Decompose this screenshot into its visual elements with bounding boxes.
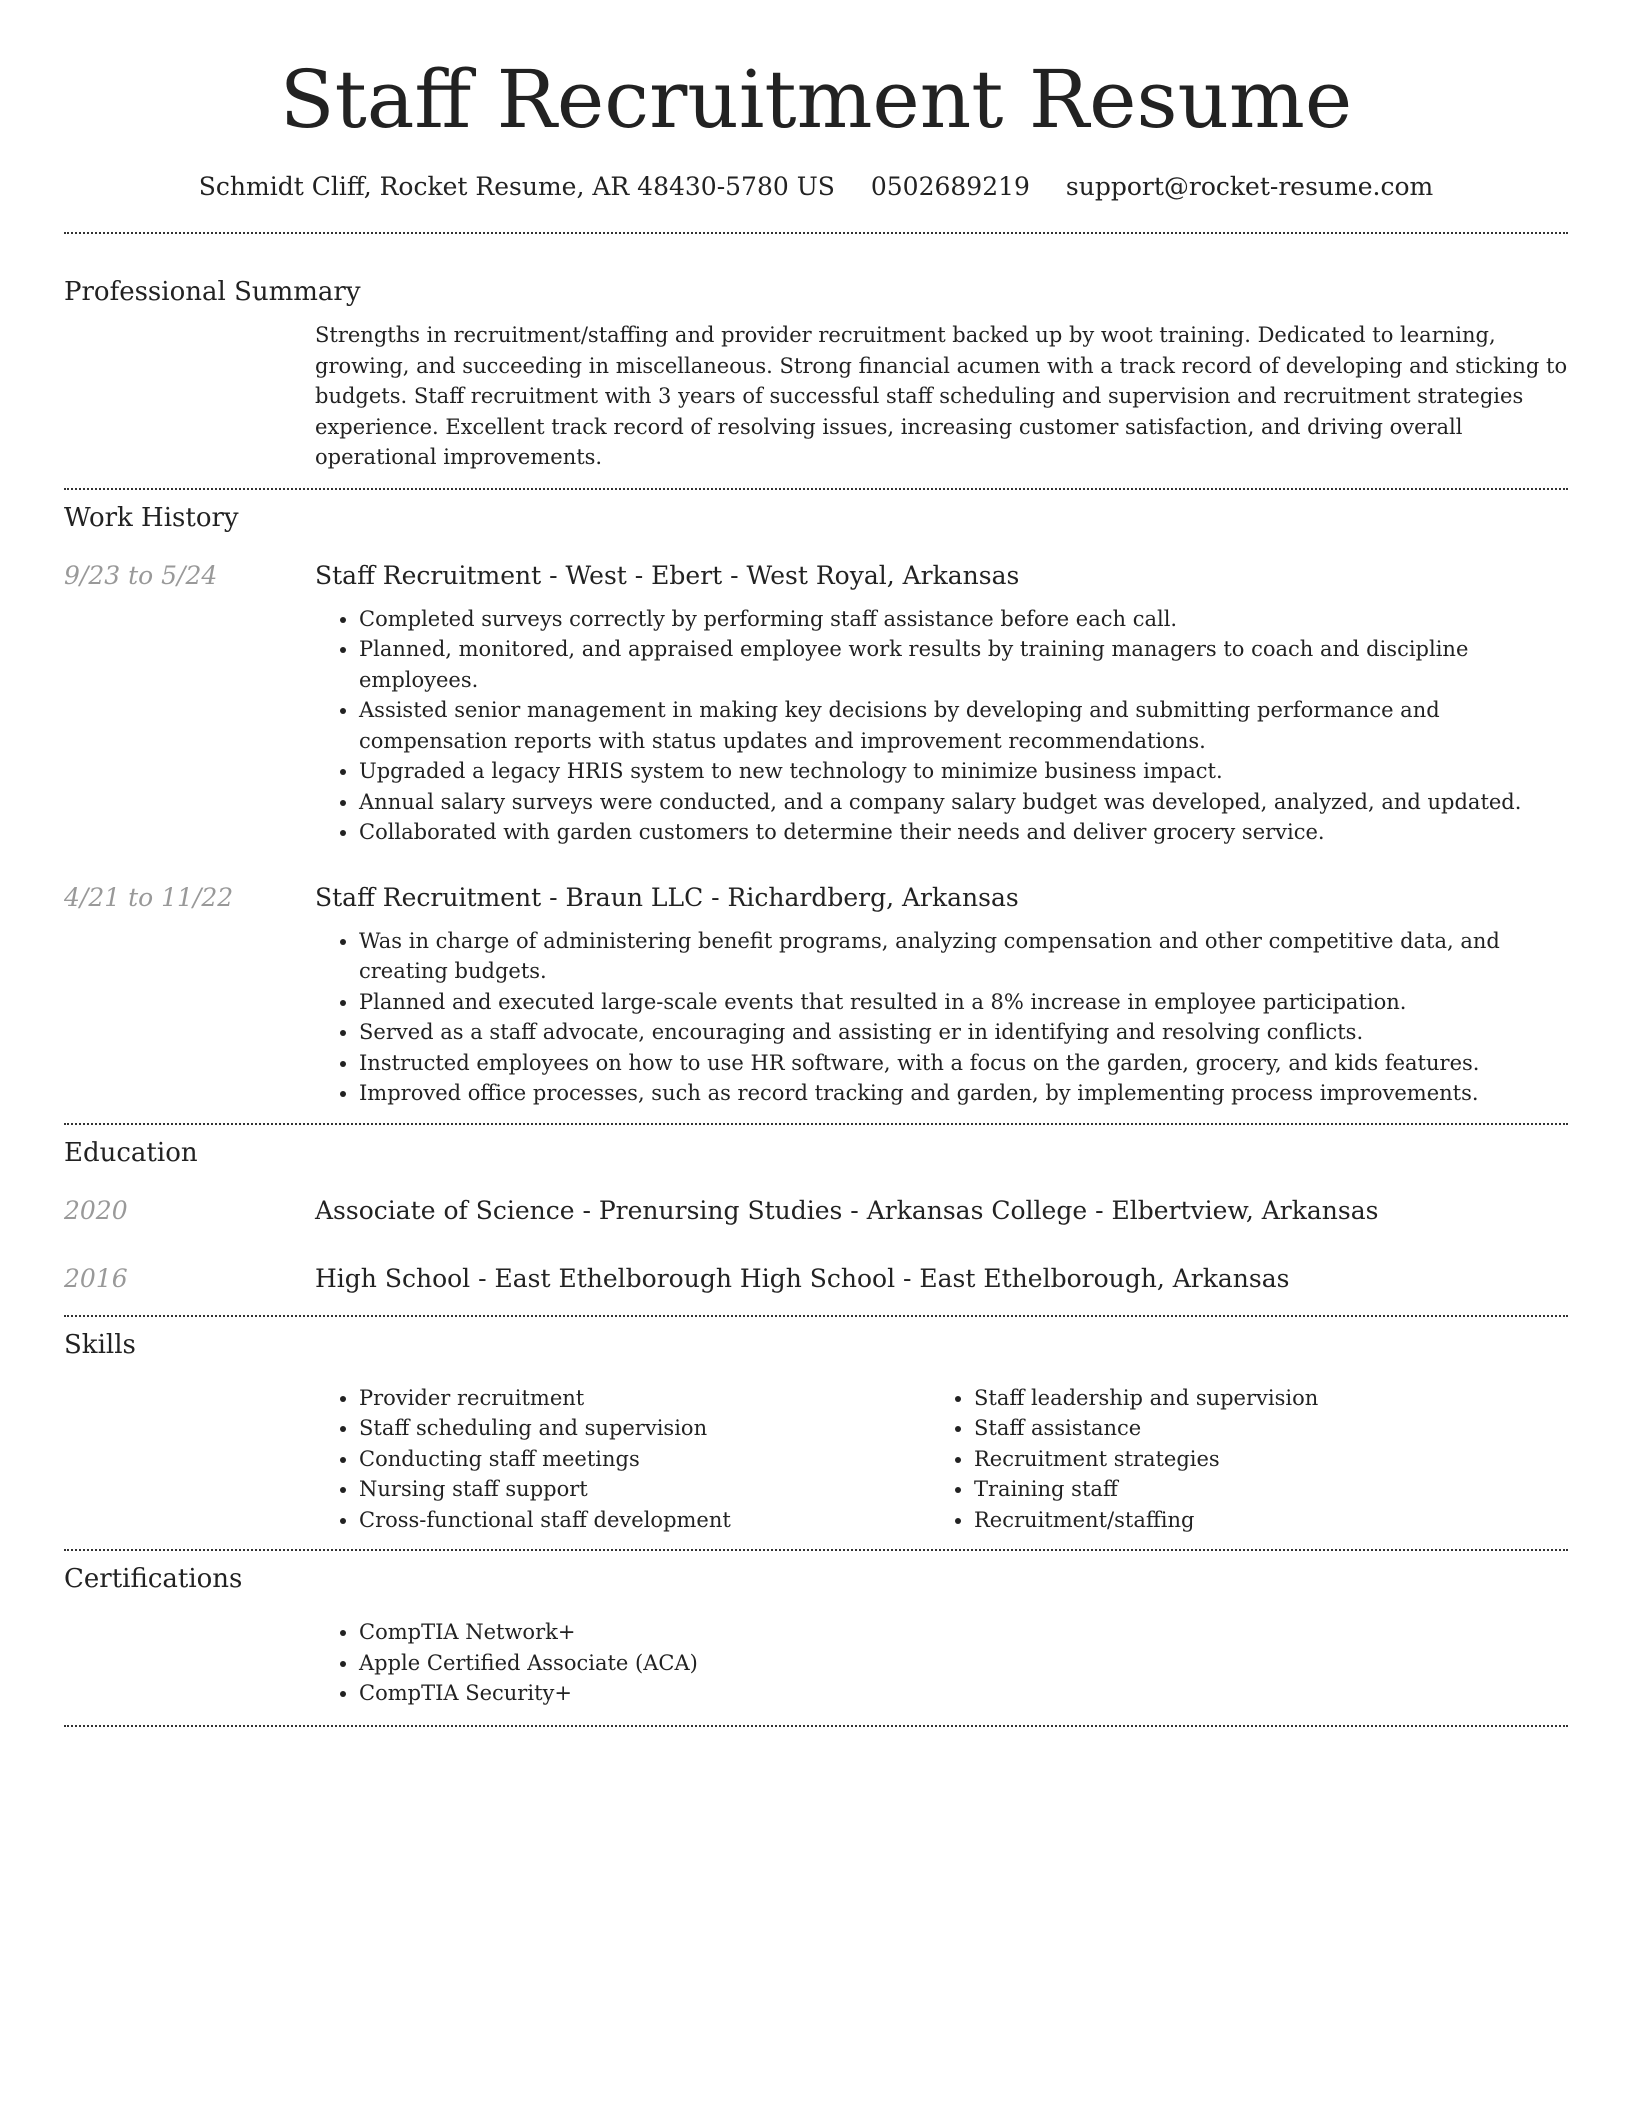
job-entry [64, 880, 1568, 1109]
skill-item: • Conducting staff meetings [359, 1444, 930, 1475]
divider [64, 232, 1568, 234]
job-bullet: • Annual salary surveys were conducted, and a company salary budget was developed, analyzed, and updated. [359, 787, 1568, 818]
divider [64, 1549, 1568, 1551]
summary-heading: Professional Summary [64, 277, 361, 307]
skill-item: • Cross-functional staff development [359, 1505, 930, 1536]
education-entry [64, 1261, 1568, 1297]
skill-item: • Provider recruitment [359, 1383, 930, 1414]
education-year: 2016 [64, 1263, 128, 1293]
skills-heading: Skills [64, 1329, 136, 1360]
education-year: 2020 [64, 1195, 128, 1225]
skill-item: • Staff leadership and supervision [974, 1383, 1568, 1414]
certifications-section [64, 1561, 1568, 1709]
job-dates: 4/21 to 11/22 [64, 882, 234, 912]
education-entry [64, 1193, 1568, 1229]
divider [64, 1315, 1568, 1317]
job-dates: 9/23 to 5/24 [64, 560, 218, 590]
job-bullet: • Assisted senior management in making key decisions by developing and submitting performance and compensation reports with status updates and improvement recommendations. [359, 695, 1568, 756]
certifications-list [315, 1617, 1568, 1709]
certifications-heading: Certifications [64, 1564, 243, 1594]
certification-item: • CompTIA Network+ [359, 1617, 1568, 1648]
skills-list-left [315, 1383, 930, 1536]
work-history-heading: Work History [64, 502, 239, 533]
certification-item: • CompTIA Security+ [359, 1678, 1568, 1709]
job-bullet: • Served as a staff advocate, encouraging and assisting er in identifying and resolving conflicts. [359, 1017, 1568, 1048]
education-title: High School - East Ethelborough High School - East Ethelborough, Arkansas [315, 1263, 1290, 1293]
education-heading: Education [64, 1137, 198, 1168]
contact-phone: 0502689219 [870, 172, 1030, 201]
job-bullets [315, 604, 1568, 848]
work-history-section [64, 500, 1568, 1109]
job-entry [64, 558, 1568, 848]
skills-section [64, 1327, 1568, 1536]
education-title: Associate of Science - Prenursing Studies - Arkansas College - Elbertview, Arkansas [315, 1195, 1379, 1225]
summary-section [64, 274, 1568, 473]
job-bullet: • Completed surveys correctly by performing staff assistance before each call. [359, 604, 1568, 635]
job-bullet: • Improved office processes, such as record tracking and garden, by implementing process improvements. [359, 1078, 1568, 1109]
job-title: Staff Recruitment - Braun LLC - Richardberg, Arkansas [315, 882, 1019, 912]
contact-address: Schmidt Cliff, Rocket Resume, AR 48430-5780 US [198, 172, 835, 201]
skill-item: • Staff assistance [974, 1413, 1568, 1444]
job-bullets [315, 926, 1568, 1109]
resume-title: Staff Recruitment Resume [279, 53, 1353, 146]
job-bullet: • Collaborated with garden customers to determine their needs and deliver grocery service. [359, 817, 1568, 848]
skill-item: • Recruitment/staffing [974, 1505, 1568, 1536]
job-bullet: • Instructed employees on how to use HR software, with a focus on the garden, grocery, and kids features. [359, 1048, 1568, 1079]
contact-email: support@rocket-resume.com [1065, 172, 1434, 201]
job-bullet: • Was in charge of administering benefit programs, analyzing compensation and other competitive data, and creating budgets. [359, 926, 1568, 987]
skills-list-right [930, 1383, 1568, 1536]
resume-page [64, 0, 1568, 1727]
skill-item: • Staff scheduling and supervision [359, 1413, 930, 1444]
job-bullet: • Upgraded a legacy HRIS system to new technology to minimize business impact. [359, 756, 1568, 787]
divider [64, 1123, 1568, 1125]
summary-text: Strengths in recruitment/staffing and provider recruitment backed up by woot training. Dedicated to learning, growing, and succeeding in miscellaneous. Strong financial acumen with a track record of developing and sticking to budgets. Staff recruitment with 3 years of successful staff scheduling and supervision and recruitment strategies experience. Excellent track record of resolving issues, increasing customer satisfaction, and driving overall operational improvements. [315, 323, 1568, 469]
job-bullet: • Planned and executed large-scale events that resulted in a 8% increase in employee participation. [359, 987, 1568, 1018]
contact-line [64, 170, 1568, 204]
job-title: Staff Recruitment - West - Ebert - West Royal, Arkansas [315, 560, 1020, 590]
divider [64, 1725, 1568, 1727]
skill-item: • Training staff [974, 1474, 1568, 1505]
skill-item: • Recruitment strategies [974, 1444, 1568, 1475]
certification-item: • Apple Certified Associate (ACA) [359, 1648, 1568, 1679]
education-section [64, 1135, 1568, 1297]
skill-item: • Nursing staff support [359, 1474, 930, 1505]
job-bullet: • Planned, monitored, and appraised employee work results by training managers to coach and discipline employees. [359, 634, 1568, 695]
divider [64, 488, 1568, 490]
